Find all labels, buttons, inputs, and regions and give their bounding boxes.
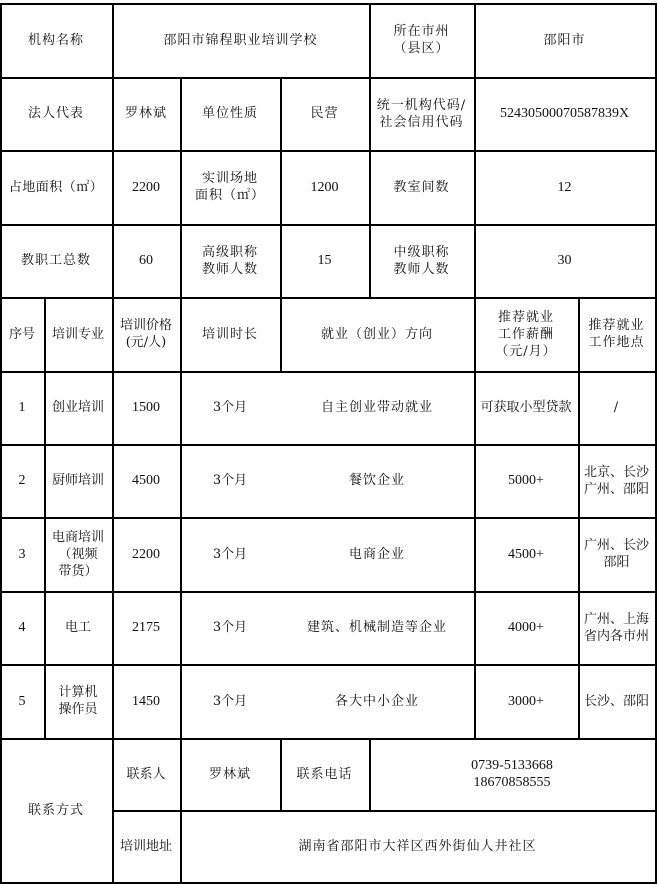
row-4-no: 4: [18, 620, 26, 635]
row-4-major: 电工: [64, 620, 91, 635]
contact-phones: 0739-5133668 18670858555: [471, 758, 553, 790]
row-3-salary: 4500+: [508, 546, 544, 562]
classrooms-value: 12: [557, 179, 572, 195]
row-3-duration: 3个月: [212, 546, 248, 562]
unit-nature-label: 单位性质: [201, 106, 258, 121]
senior-value: 15: [317, 253, 332, 268]
col-salary: 推荐就业 工作薪酬 （元/月）: [495, 309, 557, 359]
training-area-value: 1200: [310, 179, 339, 195]
contact-section-label: 联系方式: [27, 802, 84, 818]
row-5-salary: 3000+: [508, 693, 544, 709]
row-1-duration: 3个月: [212, 400, 248, 415]
col-direction: 就业（创业）方向: [320, 326, 433, 342]
area-value: 2200: [132, 179, 160, 195]
row-5-price: 1450: [132, 693, 160, 709]
staff-label: 教职工总数: [20, 253, 91, 268]
row-1-no: 1: [18, 400, 26, 415]
row-1-place: /: [613, 400, 620, 415]
row-5-major: 计算机 操作员: [58, 685, 98, 717]
row-1-salary: 可获取小型贷款: [480, 400, 572, 415]
row-4-price: 2175: [132, 620, 160, 635]
credit-code-label: 统一机构代码/ 社会信用代码: [376, 97, 467, 130]
contact-person: 罗林斌: [208, 766, 251, 782]
mid-label: 中级职称 教师人数: [393, 244, 450, 277]
row-2-place: 北京、长沙 广州、邵阳: [583, 464, 649, 497]
org-name: 邵阳市锦程职业培训学校: [163, 32, 318, 48]
area-label: 占地面积（㎡）: [8, 179, 104, 195]
row-1-price: 1500: [132, 400, 160, 415]
mid-value: 30: [557, 253, 572, 268]
staff-value: 60: [139, 253, 153, 268]
row-2-major: 厨师培训: [51, 473, 104, 488]
row-2-direction: 餐饮企业: [348, 473, 405, 488]
classrooms-label: 教室间数: [393, 179, 450, 195]
row-3-price: 2200: [132, 546, 160, 562]
row-3-no: 3: [18, 546, 26, 562]
row-2-duration: 3个月: [212, 473, 248, 488]
col-price: 培训价格 (元/人): [119, 318, 172, 350]
contact-person-label: 联系人: [126, 766, 166, 782]
contact-phone-label: 联系电话: [296, 766, 353, 782]
col-no: 序号: [8, 326, 35, 342]
org-name-label: 机构名称: [27, 32, 84, 48]
row-5-direction: 各大中小企业: [334, 693, 419, 709]
location-label: 所在市州 （县区）: [393, 24, 450, 56]
contact-address: 湖南省邵阳市大祥区西外街仙人井社区: [298, 838, 537, 854]
legal-rep-label: 法人代表: [27, 106, 84, 121]
unit-nature: 民营: [310, 106, 339, 121]
row-3-major: 电商培训 （视频 带货）: [51, 529, 104, 579]
row-1-direction: 自主创业带动就业: [320, 400, 433, 415]
credit-code: 52430500070587839X: [499, 106, 630, 121]
row-2-no: 2: [18, 473, 26, 488]
contact-address-label: 培训地址: [119, 838, 172, 854]
row-3-direction: 电商企业: [348, 546, 405, 562]
senior-label: 高级职称 教师人数: [201, 244, 258, 277]
legal-rep: 罗林斌: [124, 106, 167, 121]
training-area-label: 实训场地 面积（㎡）: [194, 171, 265, 203]
row-4-duration: 3个月: [212, 620, 248, 635]
location-value: 邵阳市: [543, 32, 586, 48]
col-duration: 培训时长: [201, 326, 258, 342]
row-4-direction: 建筑、机械制造等企业: [306, 620, 447, 635]
row-5-no: 5: [18, 693, 26, 709]
row-2-price: 4500: [132, 473, 160, 488]
row-4-salary: 4000+: [508, 620, 544, 635]
row-2-salary: 5000+: [508, 473, 544, 488]
col-major: 培训专业: [51, 326, 104, 342]
row-4-place: 广州、上海 省内各市州: [583, 611, 649, 644]
col-place: 推荐就业 工作地点: [588, 318, 645, 350]
row-5-duration: 3个月: [212, 693, 248, 709]
row-1-major: 创业培训: [51, 400, 104, 415]
row-5-place: 长沙、邵阳: [583, 693, 649, 709]
row-3-place: 广州、长沙 邵阳: [583, 538, 649, 570]
